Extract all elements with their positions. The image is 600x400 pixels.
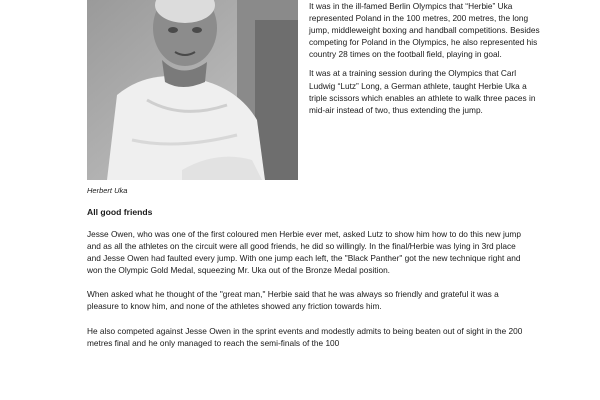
portrait-photo xyxy=(87,0,298,180)
body-paragraph: When asked what he thought of the "great man," Herbie said that he was always so friendly and grateful it was a pleasure to know him, and none of the athletes showed any friction towards him. xyxy=(87,289,499,312)
intro-paragraph: It was in the ill-famed Berlin Olympics that “Herbie” Uka represented Poland in the 100 metres, 200 metres, the long jump, middleweight boxing and handball competitions. Besides competing for Poland in the Olympics, he also represented his country 28 times on the football field, playing in goal. xyxy=(309,1,540,60)
photo-caption: Herbert Uka xyxy=(87,186,128,195)
body-paragraph: He also competed against Jesse Owen in the sprint events and modestly admits to being beaten out of sight in the 200 metres final and he only managed to reach the semi-finals of the 100 xyxy=(87,325,523,348)
section-body xyxy=(87,228,527,361)
intro-paragraph: It was at a training session during the Olympics that Carl Ludwig “Lutz” Long, a German athlete, taught Herbie Uka a triple scissors which enables an athlete to walk three paces in mid-air instead of two, thus extending the jump. xyxy=(309,68,536,115)
section-heading: All good friends xyxy=(87,207,153,217)
portrait-image xyxy=(87,0,298,180)
body-paragraph: Jesse Owen, who was one of the first coloured men Herbie ever met, asked Lutz to show him how to do this new jump and as all the athletes on the circuit were all good friends, he did so willingly. In the final/Herbie was lying in 3rd place and Jesse Owen had faulted every jump. With one jump each left, the "Black Panther" got the new technique right and won the Olympic Gold Medal, squeezing Mr. Uka out of the Bronze Medal position. xyxy=(87,229,521,276)
intro-column xyxy=(309,0,541,123)
